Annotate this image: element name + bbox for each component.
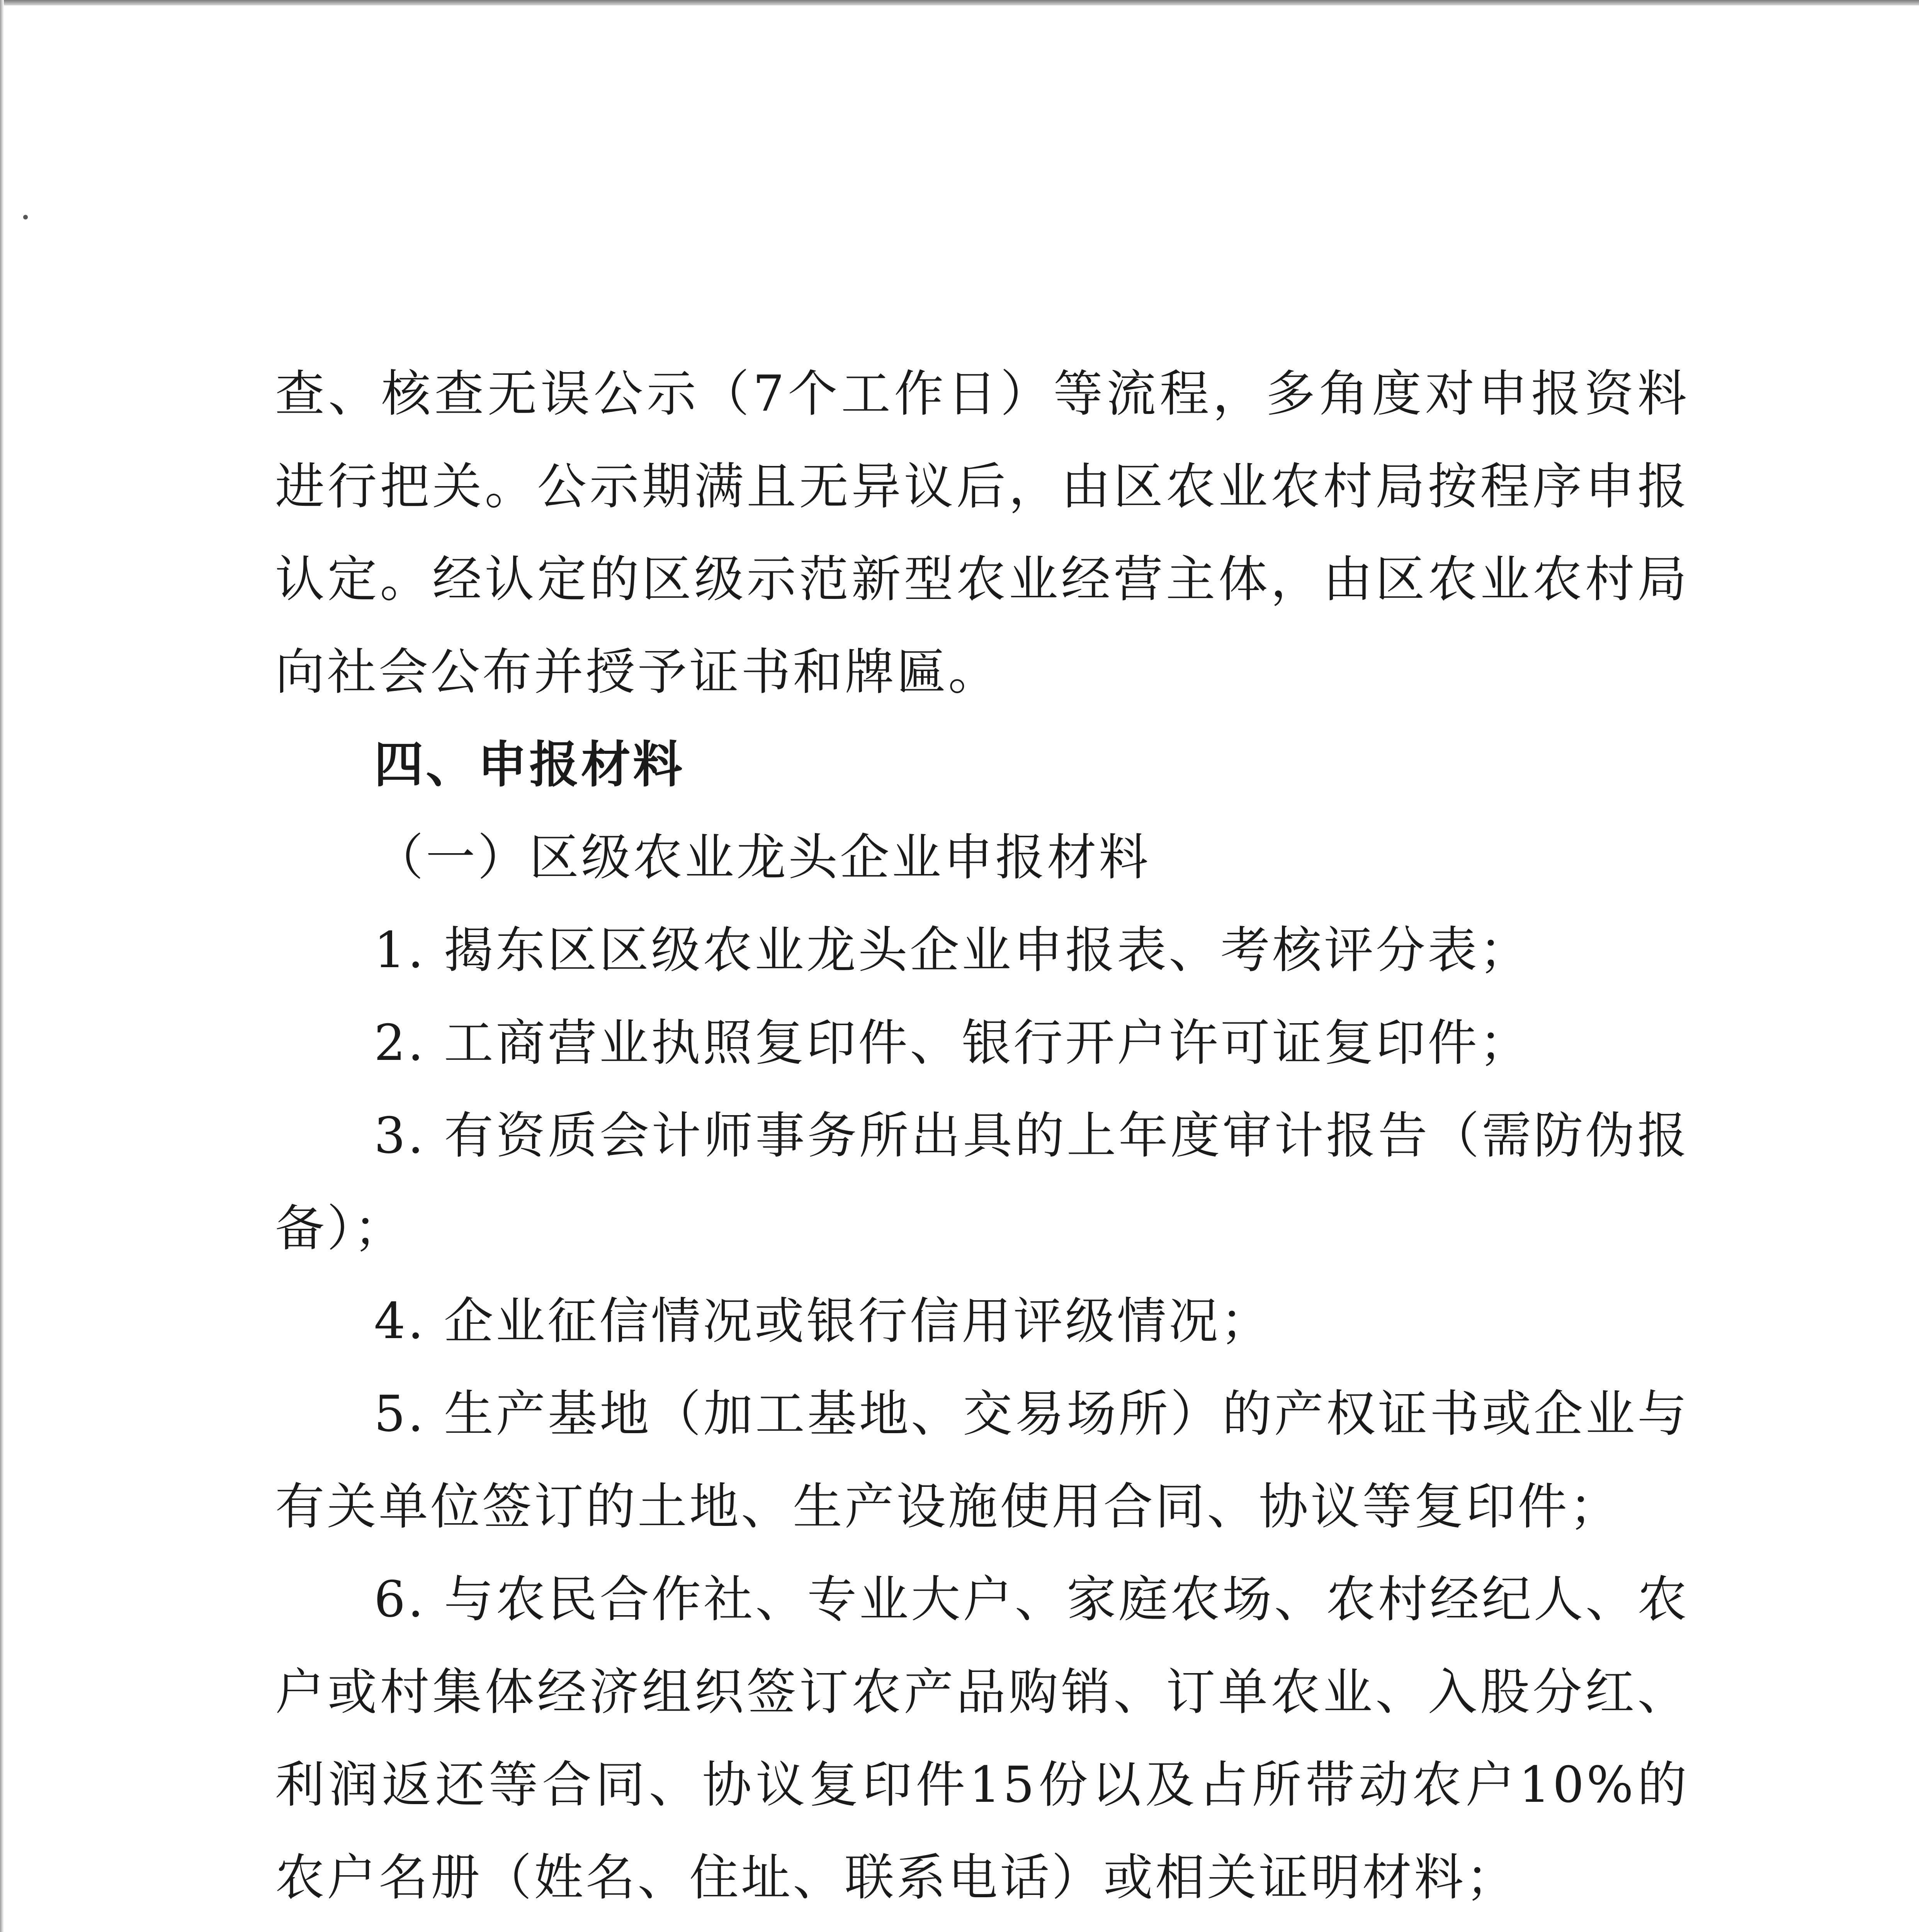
subsection-heading: （一）区级农业龙头企业申报材料 xyxy=(374,829,1151,886)
scan-top-edge xyxy=(0,0,1919,5)
list-item-5: 5. 生产基地（加工基地、交易场所）的产权证书或企业与有关单位签订的土地、生产设施使用合同、协议等复印件； xyxy=(275,1385,1689,1536)
list-item-3: 3. 有资质会计师事务所出具的上年度审计报告（需防伪报备）； xyxy=(275,1107,1689,1257)
scan-speck xyxy=(23,215,28,219)
scan-left-edge xyxy=(0,0,4,1932)
list-item-6: 6. 与农民合作社、专业大户、家庭农场、农村经纪人、农户或村集体经济组织签订农产品购销、订单农业、入股分红、利润返还等合同、协议复印件15份以及占所带动农户10%的农户名册（姓名、住址、联系电话）或相关证明材料； xyxy=(275,1571,1689,1906)
section-heading: 四、申报材料 xyxy=(374,736,685,794)
list-item-4: 4. 企业征信情况或银行信用评级情况； xyxy=(374,1293,1272,1350)
list-item-1: 1. 揭东区区级农业龙头企业申报表、考核评分表； xyxy=(374,922,1531,979)
document-body xyxy=(275,348,1689,1932)
list-item-2: 2. 工商营业执照复印件、银行开户许可证复印件； xyxy=(374,1014,1531,1072)
list-item-7 xyxy=(275,1924,1689,1932)
intro-paragraph: 查、核查无误公示（7个工作日）等流程，多角度对申报资料进行把关。公示期满且无异议后，由区农业农村局按程序申报认定。经认定的区级示范新型农业经营主体，由区农业农村局向社会公布并授予证书和牌匾。 xyxy=(275,365,1689,701)
